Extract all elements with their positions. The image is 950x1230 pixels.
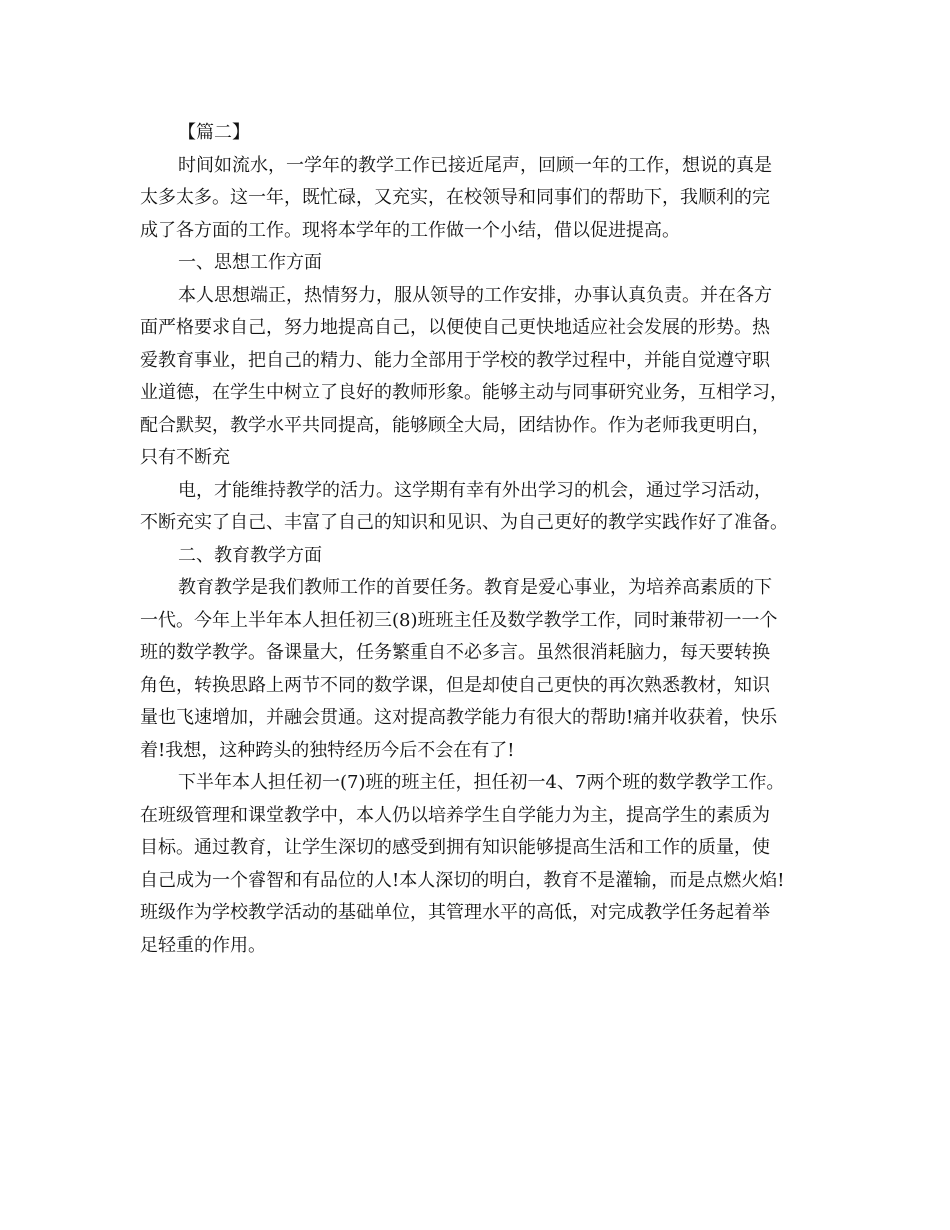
text-line: 班的数学教学。备课量大，任务繁重自不必多言。虽然很消耗脑力，每天要转换 [140, 642, 770, 663]
document-body [140, 117, 820, 962]
text-line: 不断充实了自己、丰富了自己的知识和见识、为自己更好的教学实践作好了准备。 [140, 512, 788, 533]
text-line: 足轻重的作用。 [140, 934, 266, 956]
text-line: 面严格要求自己，努力地提高自己，以便使自己更快地适应社会发展的形势。热 [140, 317, 770, 338]
text-line: 角色，转换思路上两节不同的数学课，但是却使自己更快的再次熟悉教材，知识 [140, 674, 770, 696]
text-line: 只有不断充 [140, 447, 230, 468]
text-line: 教育教学是我们教师工作的首要任务。教育是爱心事业，为培养高素质的下 [178, 577, 772, 598]
section-heading: 【篇二】 [178, 122, 250, 143]
text-line: 在班级管理和课堂教学中，本人仍以培养学生自学能力为主，提高学生的素质为 [140, 804, 770, 826]
text-line: 业道德，在学生中树立了良好的教师形象。能够主动与同事研究业务，互相学习， [140, 382, 788, 403]
text-line: 一代。今年上半年本人担任初三(8)班班主任及数学教学工作，同时兼带初一一个 [140, 609, 778, 631]
text-line: 下半年本人担任初一(7)班的班主任，担任初一4、7两个班的数学教学工作。 [178, 772, 785, 793]
text-line: 爱教育事业，把自己的精力、能力全部用于学校的教学过程中，并能自觉遵守职 [140, 349, 770, 371]
text-line: 电，才能维持教学的活力。这学期有幸有外出学习的机会，通过学习活动， [178, 479, 772, 501]
text-line: 着!我想，这种跨头的独特经历今后不会在有了! [140, 739, 515, 761]
text-line: 自己成为一个睿智和有品位的人!本人深切的明白，教育不是灌输，而是点燃火焰! [140, 869, 785, 891]
text-line: 成了各方面的工作。现将本学年的工作做一个小结，借以促进提高。 [140, 219, 680, 241]
text-line: 配合默契，教学水平共同提高，能够顾全大局，团结协作。作为老师我更明白， [140, 414, 770, 436]
text-line: 班级作为学校教学活动的基础单位，其管理水平的高低，对完成教学任务起着举 [140, 902, 770, 923]
text-line: 量也飞速增加，并融会贯通。这对提高教学能力有很大的帮助!痛并收获着，快乐 [140, 707, 778, 728]
text-line: 时间如流水，一学年的教学工作已接近尾声，回顾一年的工作，想说的真是 [178, 154, 772, 176]
text-line: 目标。通过教育，让学生深切的感受到拥有知识能够提高生活和工作的质量，使 [140, 837, 770, 858]
subsection-heading: 二、教育教学方面 [178, 544, 322, 566]
text-line: 太多太多。这一年，既忙碌，又充实，在校领导和同事们的帮助下，我顺利的完 [140, 187, 770, 208]
text-line: 本人思想端正，热情努力，服从领导的工作安排，办事认真负责。并在各方 [178, 284, 772, 306]
subsection-heading: 一、思想工作方面 [178, 252, 322, 273]
